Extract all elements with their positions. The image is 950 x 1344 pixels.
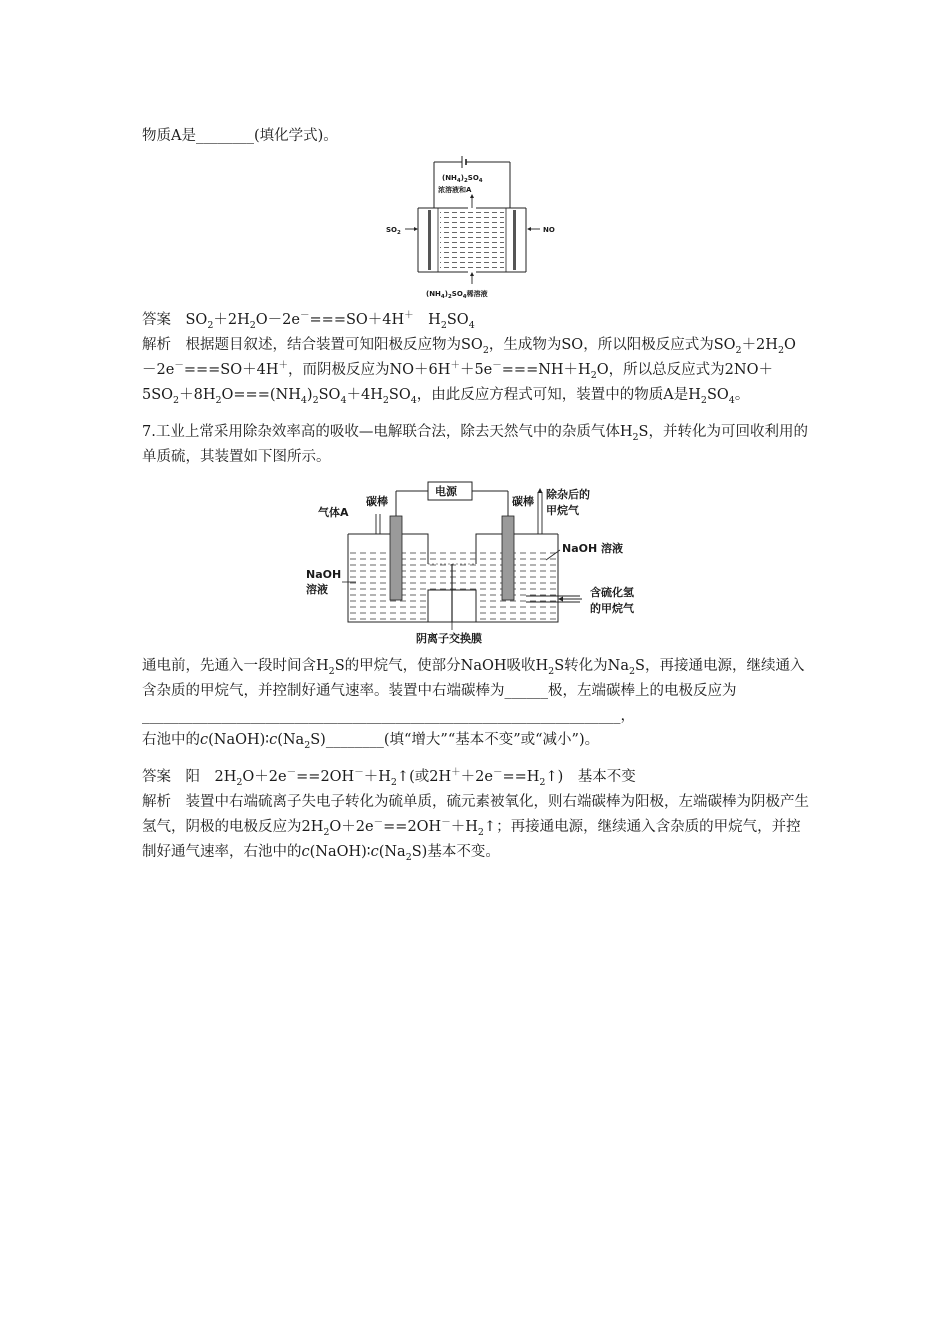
gas-a-label: 气体A [318,506,349,519]
carbon-rod-left-label: 碳棒 [366,495,388,508]
membrane-label: 阴离子交换膜 [416,632,482,645]
answer-6: 答案 $SO_2+2H_2O-2e^-===SO+4H^+$ $H_2SO_4$ [142,310,475,331]
fig2-tank [348,534,558,622]
purified-gas-label-1: 除杂后的 [546,488,590,501]
figure-electrolysis-cell-1 [380,150,580,306]
carbon-rod-right [502,516,514,600]
fig1-cell-body [418,208,526,272]
fig1-right-label: NO [543,226,555,234]
explanation-7: 解析 装置中右端硫离子失电子转化为硫单质，硫元素被氧化，则右端碳棒为阳极，左端碳棒为阴极产生氢气，阴极的电极反应为$2H_2O+2e^-==2OH^-+H_2↑$；再接通电源，继续通入含杂质的甲烷气，并控制好通气速率，右池中的$c(NaOH)∶c(Na_2S)$基本不变。 [142,794,809,863]
figure-electrolysis-cell-2 [300,478,640,650]
fig1-top-label-text: 浓溶液和A [438,186,472,194]
question-7-body: 通电前，先通入一段时间含$H_2S$的甲烷气，使部分NaOH吸收$H_2S$转化为$Na_2S$，再接通电源，继续通入含杂质的甲烷气，并控制好通气速率。装置中右端碳棒为______极，左端碳棒上的电极反应为__________________________________________________________________， 右池中的$c(NaOH)∶c(Na_2S)\_\_\_\_\_\_\_\_$(填“增大”“基本不变”或“减小”)。 [142,658,805,752]
fig1-left-label: $SO_2$ [386,226,401,236]
fig1-bottom-label: $(NH_4)_2SO_4$稀溶液 [426,290,488,300]
q6-tail-line: 物质A是________(填化学式)。 [142,128,338,144]
purified-gas-label-2: 甲烷气 [546,504,579,517]
naoh-left-label-2: 溶液 [306,583,328,596]
naoh-left-label-1: NaOH [306,568,342,581]
question-7: 7.工业上常采用除杂效率高的吸收—电解联合法，除去天然气中的杂质气体$H_2S$，并转化为可回收利用的单质硫，其装置如下图所示。 [142,424,808,465]
explanation-6: 解析 根据题目叙述，结合装置可知阳极反应物为$SO_2$，生成物为SO，所以阳极反应式为$SO_2+2H_2O-2e^-===SO+4H^+$，而阴极反应为$NO+6H^++5e^-===NH+H_2O$，所以总反应式为$2NO+5SO_2+8H_2O===(NH_4)_2SO_4+4H_2SO_4$，由此反应方程式可知，装置中的物质A是$H_2SO_4$。 [142,337,796,406]
carbon-rod-left [390,516,402,600]
power-supply-label: 电源 [435,485,457,498]
answer-7: 答案 阳 $2H_2O+2e^-==2OH^-+H_2↑$(或$2H^++2e^-==H_2↑$) 基本不变 [142,767,636,788]
h2s-gas-label-1: 含硫化氢 [590,586,634,599]
h2s-gas-label-2: 的甲烷气 [590,602,634,615]
fig1-top-label-formula: $(NH_4)_2SO_4$ [442,174,483,184]
naoh-right-label: NaOH 溶液 [562,542,624,555]
carbon-rod-right-label: 碳棒 [512,495,534,508]
